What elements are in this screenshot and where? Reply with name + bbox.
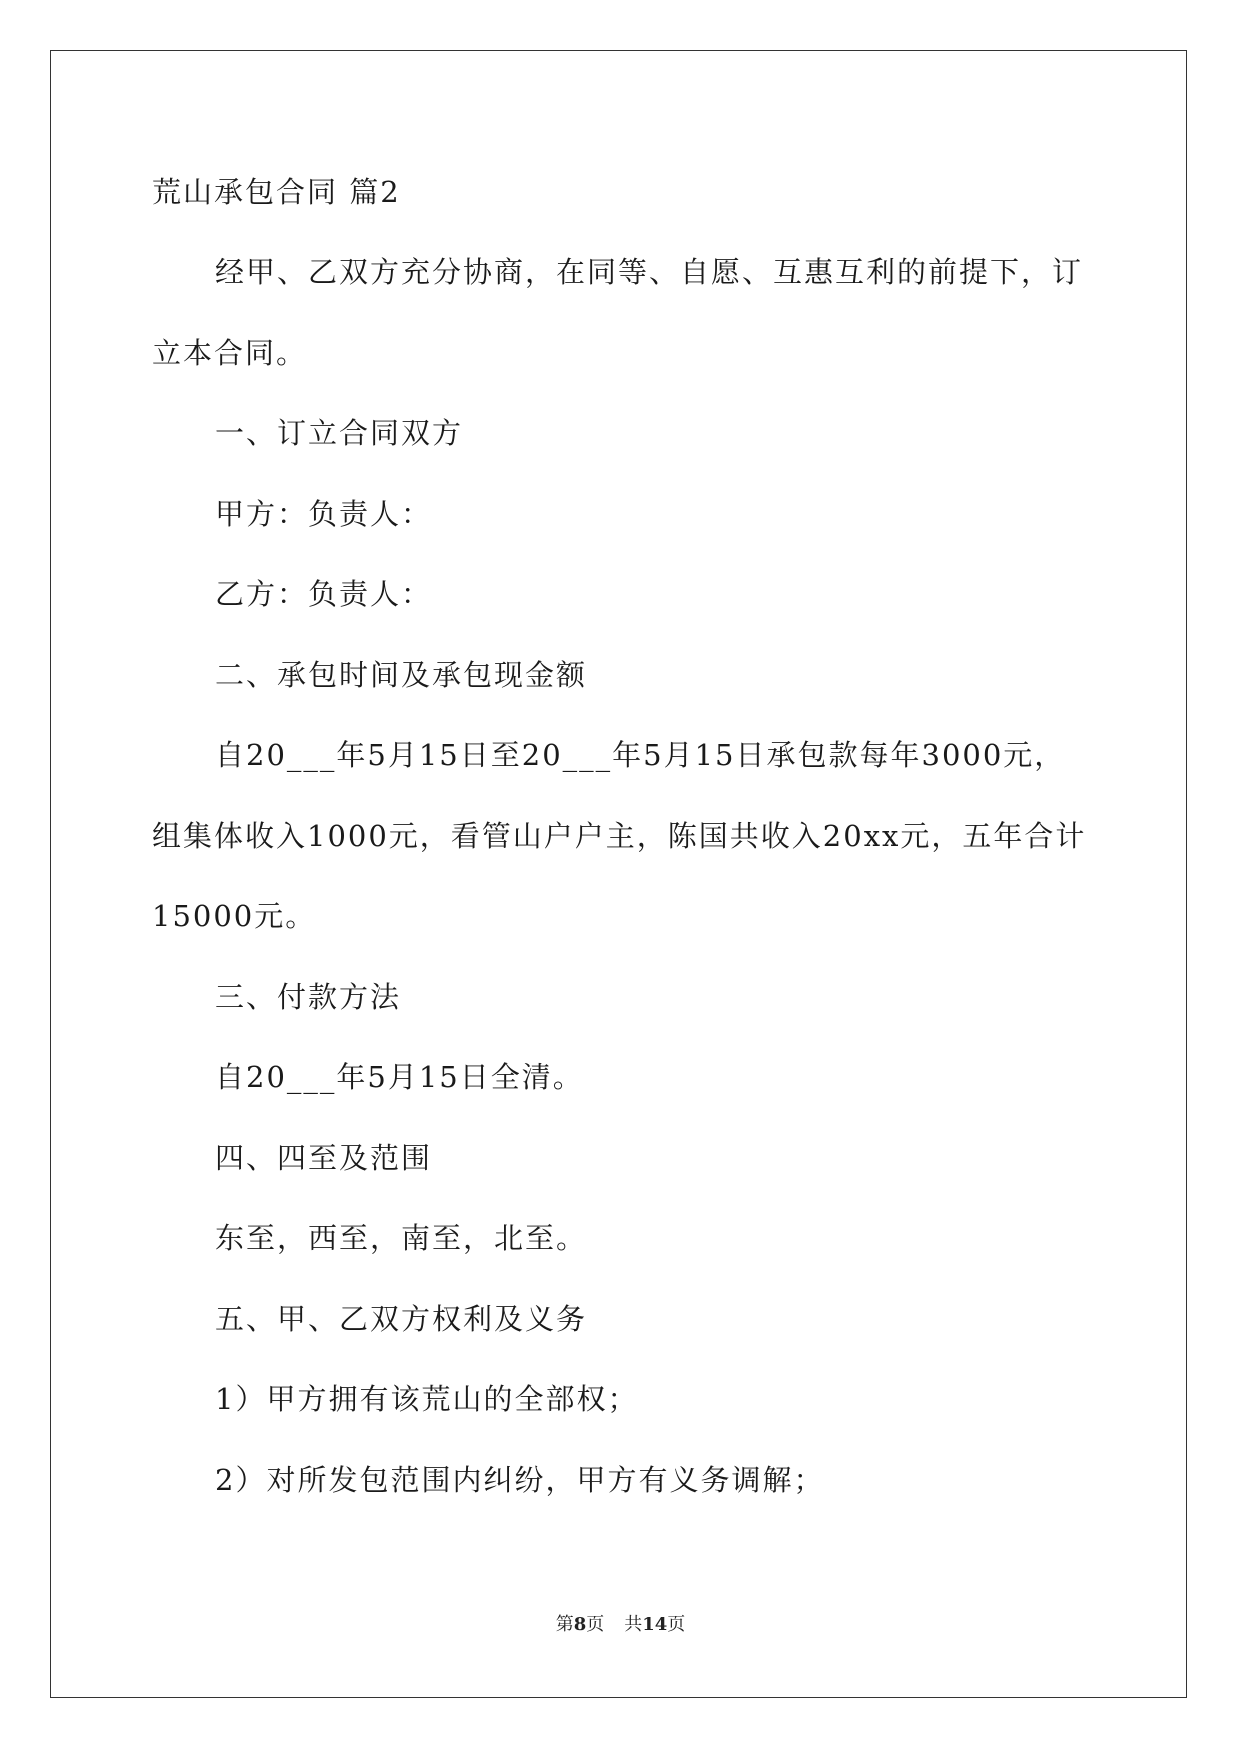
footer-total-prefix: 共 (624, 1614, 643, 1635)
page-frame (50, 50, 1187, 1698)
footer-total-pages: 14 (642, 1614, 668, 1635)
section-heading: 一、订立合同双方 (215, 416, 464, 450)
section-heading: 二、承包时间及承包现金额 (215, 658, 588, 692)
paragraph: 自20___年5月15日全清。 (215, 1060, 584, 1094)
section-heading: 五、甲、乙双方权利及义务 (215, 1302, 588, 1336)
list-item: 2）对所发包范围内纠纷，甲方有义务调解； (215, 1463, 825, 1497)
document-title: 荒山承包合同 篇2 (152, 175, 401, 209)
footer-page-number: 8 (573, 1614, 587, 1635)
page-footer (0, 1613, 1241, 1637)
footer-total-suffix: 页 (667, 1614, 686, 1635)
paragraph: 立本合同。 (152, 336, 308, 370)
paragraph: 乙方：负责人： (215, 577, 433, 611)
paragraph: 经甲、乙双方充分协商，在同等、自愿、互惠互利的前提下，订 (215, 255, 1084, 289)
paragraph: 自20___年5月15日至20___年5月15日承包款每年3000元， (215, 738, 1066, 772)
paragraph: 组集体收入1000元，看管山户户主，陈国共收入20xx元，五年合计 (152, 819, 1087, 853)
section-heading: 三、付款方法 (215, 980, 402, 1014)
footer-page-suffix: 页 (586, 1614, 605, 1635)
paragraph: 东至，西至，南至，北至。 (215, 1221, 588, 1255)
section-heading: 四、四至及范围 (215, 1141, 433, 1175)
list-item: 1）甲方拥有该荒山的全部权； (215, 1382, 639, 1416)
paragraph: 15000元。 (152, 899, 317, 933)
paragraph: 甲方：负责人： (215, 497, 433, 531)
footer-page-prefix: 第 (555, 1614, 574, 1635)
